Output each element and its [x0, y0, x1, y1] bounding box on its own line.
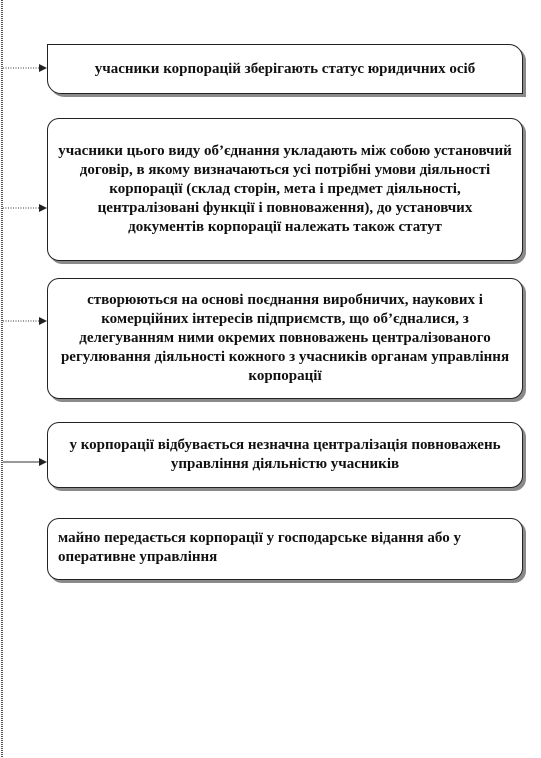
feature-box-5	[47, 518, 523, 580]
feature-text-4: у корпорації відбувається незначна централізація повноважень управління діяльністю учасників	[69, 437, 501, 472]
feature-text-5: майно передається корпорації у господарське відання або у оперативне управління	[58, 530, 461, 565]
feature-text-3: створюються на основі поєднання виробничих, наукових і комерційних інтересів підприємств, що об’єдналися, з делегуванням ними окремих повноважень централізованого регулювання діяльності кожного з учасників органам управління корпорації	[60, 292, 510, 384]
feature-box-2	[47, 118, 523, 261]
feature-box-3	[47, 278, 523, 399]
feature-text-1: учасники корпорацій зберігають статус юридичних осіб	[94, 60, 476, 77]
vertical-connector-line	[1, 0, 3, 758]
feature-text-2: учасники цього виду об’єднання укладають між собою установчий договір, в якому визначаються усі потрібні умови діяльності корпорації (склад сторін, мета і предмет діяльності, централізовані функції і повноваження), до установчих документів корпорації належать також статут	[58, 143, 512, 235]
feature-box-4	[47, 422, 523, 488]
feature-box-1	[47, 44, 523, 94]
